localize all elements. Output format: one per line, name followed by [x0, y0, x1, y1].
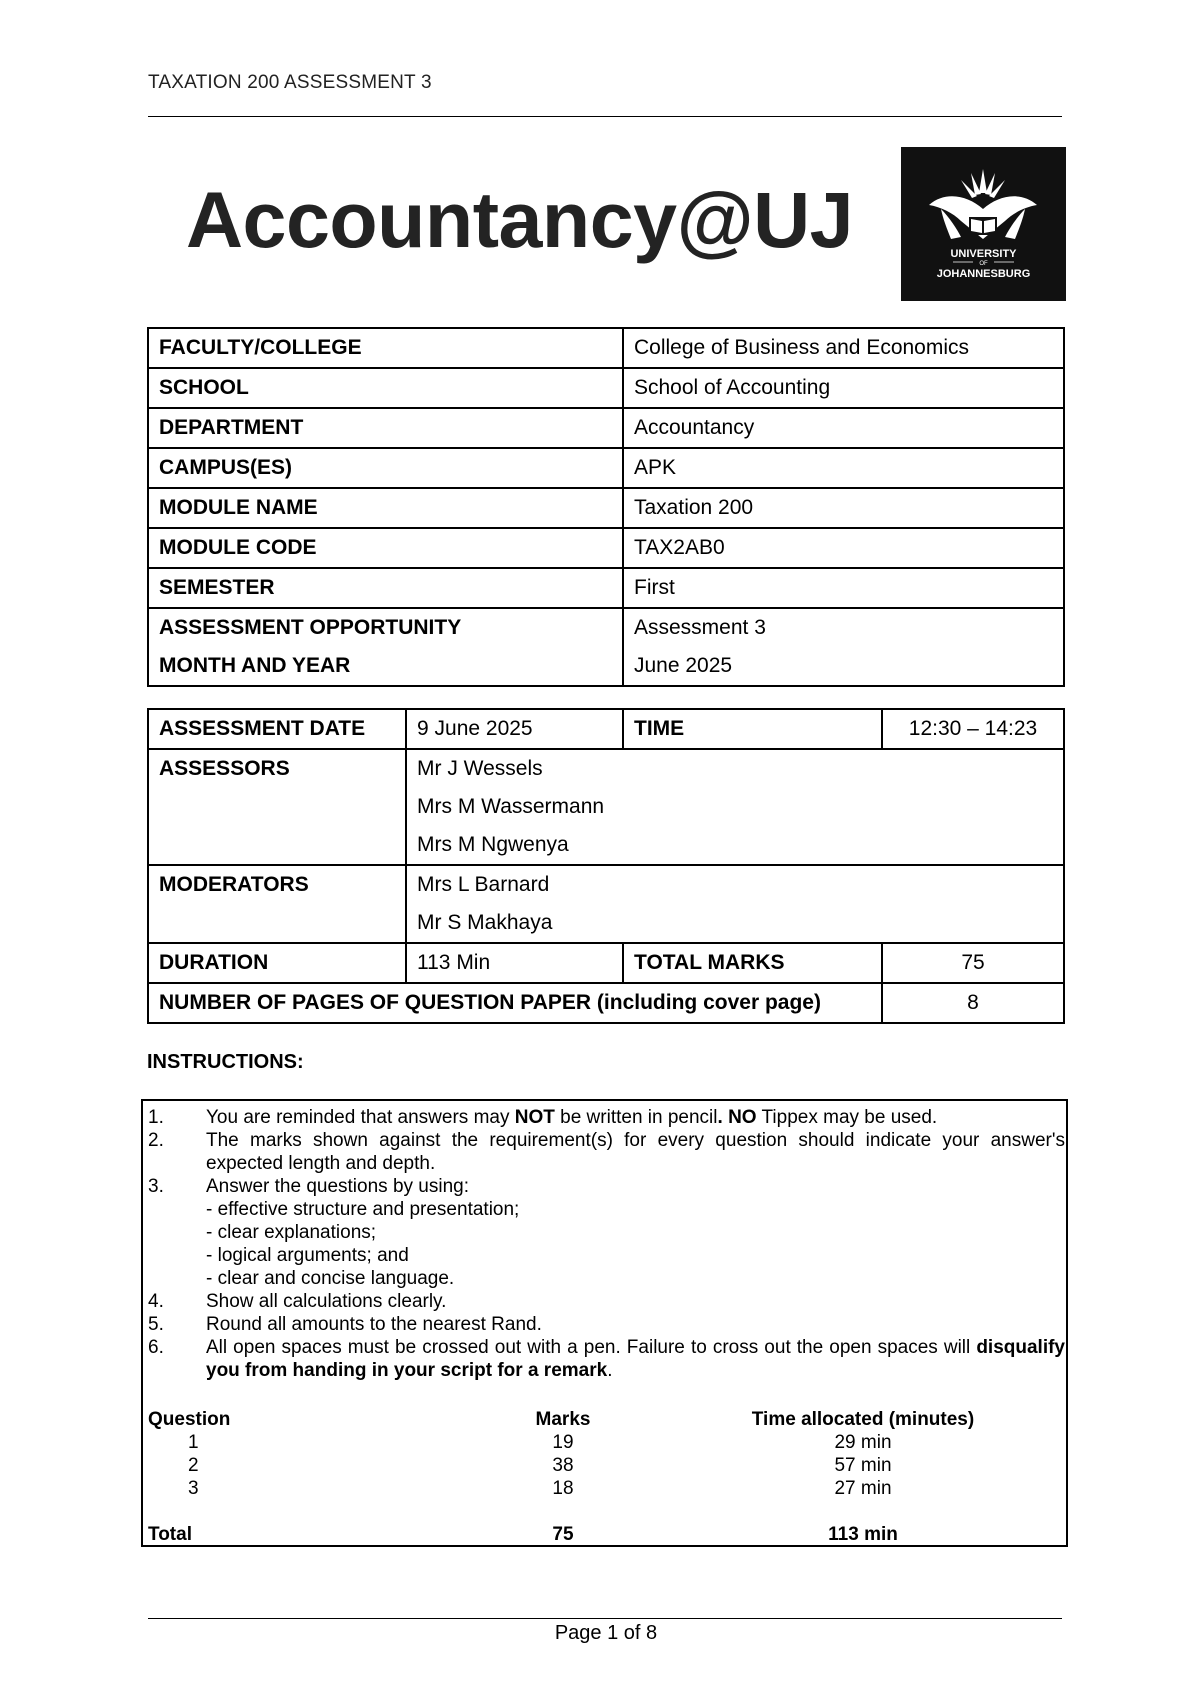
- question-time: 29 min: [834, 1432, 892, 1453]
- assessment-opportunity-label: ASSESSMENT OPPORTUNITY: [159, 616, 462, 639]
- question-number: 3: [188, 1478, 199, 1499]
- moderator-name: Mrs L Barnard: [417, 873, 550, 896]
- duration-value: 113 Min: [406, 943, 623, 983]
- question-number: 1: [188, 1432, 199, 1453]
- item-number: 6.: [148, 1337, 164, 1358]
- total-marks-value: 75: [882, 943, 1064, 983]
- month-year-value: June 2025: [634, 654, 733, 677]
- uj-logo-line3: JOHANNESBURG: [936, 268, 1031, 280]
- university-of-johannesburg-logo: [901, 147, 1066, 301]
- instruction-bold: NOT: [514, 1107, 555, 1128]
- faculty-label: FACULTY/COLLEGE: [148, 328, 623, 368]
- department-label: DEPARTMENT: [148, 408, 623, 448]
- sub-item: - clear and concise language.: [206, 1268, 455, 1289]
- instructions-title: INSTRUCTIONS:: [147, 1051, 304, 1073]
- table-row: [148, 488, 1064, 528]
- pages-label: NUMBER OF PAGES OF QUESTION PAPER (including cover page): [148, 983, 882, 1023]
- footer-rule: [148, 1618, 1062, 1619]
- table-row: [148, 1477, 1065, 1500]
- module-info-table: [147, 327, 1065, 687]
- table-row: [148, 749, 1064, 865]
- table-row: [148, 408, 1064, 448]
- table-row: [148, 1431, 1065, 1454]
- instructions-list: [148, 1106, 1065, 1382]
- assessor-name: Mrs M Wassermann: [417, 795, 605, 818]
- semester-value: First: [623, 568, 1064, 608]
- marks-table: [148, 1408, 1065, 1546]
- time-value: 12:30 – 14:23: [882, 709, 1064, 749]
- campus-value: APK: [623, 448, 1064, 488]
- total-time: 113 min: [828, 1524, 898, 1545]
- question-marks: 18: [552, 1478, 574, 1499]
- question-marks: 38: [552, 1455, 574, 1476]
- table-row: [148, 328, 1064, 368]
- total-marks: 75: [552, 1524, 574, 1545]
- instruction-bold: disqualify you from handing in your script for a remark: [206, 1337, 1065, 1381]
- instruction-text: be written in pencil: [554, 1107, 718, 1128]
- module-name-value: Taxation 200: [623, 488, 1064, 528]
- column-header: Question: [148, 1409, 231, 1430]
- instruction-text: Show all calculations clearly.: [206, 1291, 447, 1312]
- list-item: [148, 1336, 1065, 1382]
- question-time: 57 min: [834, 1455, 892, 1476]
- assessment-date-value: 9 June 2025: [406, 709, 623, 749]
- uj-logo-line1: UNIVERSITY: [950, 248, 1017, 260]
- instruction-text: Tippex may be used.: [756, 1107, 938, 1128]
- campus-label: CAMPUS(ES): [148, 448, 623, 488]
- instruction-text: All open spaces must be crossed out with a pen. Failure to cross out the open spaces will: [206, 1337, 977, 1358]
- moderators-label: MODERATORS: [148, 865, 406, 943]
- page-header: TAXATION 200 ASSESSMENT 3: [148, 72, 432, 93]
- item-number: 4.: [148, 1291, 164, 1312]
- month-year-label: MONTH AND YEAR: [159, 654, 351, 677]
- table-row: [148, 368, 1064, 408]
- table-row: [148, 1454, 1065, 1477]
- page-number: Page 1 of 8: [554, 1622, 658, 1644]
- instruction-bold: . NO: [717, 1107, 757, 1128]
- assessment-details-table: [147, 708, 1065, 1024]
- semester-label: SEMESTER: [148, 568, 623, 608]
- list-item: [148, 1129, 1065, 1175]
- table-row: [148, 709, 1064, 749]
- school-value: School of Accounting: [623, 368, 1064, 408]
- sub-item: - logical arguments; and: [206, 1245, 409, 1266]
- moderators-list: [406, 865, 1064, 943]
- duration-label: DURATION: [148, 943, 406, 983]
- question-marks: 19: [552, 1432, 574, 1453]
- instruction-text: .: [607, 1360, 613, 1381]
- item-number: 3.: [148, 1176, 164, 1197]
- instructions-box: [141, 1099, 1068, 1547]
- assessor-name: Mrs M Ngwenya: [417, 833, 569, 856]
- column-header: Time allocated (minutes): [751, 1409, 975, 1430]
- accountancy-uj-wordmark: Accountancy@UJ: [186, 175, 854, 264]
- item-number: 5.: [148, 1314, 164, 1335]
- table-row: [148, 943, 1064, 983]
- moderator-name: Mr S Makhaya: [417, 911, 553, 934]
- sub-item: - clear explanations;: [206, 1222, 377, 1243]
- department-value: Accountancy: [623, 408, 1064, 448]
- item-number: 2.: [148, 1130, 164, 1151]
- assessor-name: Mr J Wessels: [417, 757, 543, 780]
- list-item: [148, 1290, 1065, 1313]
- marks-total-row: [148, 1523, 1065, 1546]
- marks-table-header: [148, 1408, 1065, 1431]
- list-item: [148, 1106, 1065, 1129]
- list-item: [148, 1175, 1065, 1198]
- total-marks-label: TOTAL MARKS: [623, 943, 882, 983]
- assessment-opportunity-value: Assessment 3: [634, 616, 766, 639]
- table-row: [148, 528, 1064, 568]
- module-code-label: MODULE CODE: [148, 528, 623, 568]
- table-row: [148, 983, 1064, 1023]
- faculty-value: College of Business and Economics: [623, 328, 1064, 368]
- item-number: 1.: [148, 1107, 164, 1128]
- table-row: [148, 448, 1064, 488]
- question-time: 27 min: [834, 1478, 892, 1499]
- table-row: [148, 865, 1064, 943]
- instruction-text: You are reminded that answers may: [206, 1107, 515, 1128]
- assessment-date-label: ASSESSMENT DATE: [148, 709, 406, 749]
- column-header: Marks: [535, 1409, 591, 1430]
- sub-item: - effective structure and presentation;: [206, 1199, 520, 1220]
- table-row: [148, 568, 1064, 608]
- question-number: 2: [188, 1455, 199, 1476]
- instruction-text: Round all amounts to the nearest Rand.: [206, 1314, 542, 1335]
- table-row: [148, 608, 1064, 686]
- time-label: TIME: [623, 709, 882, 749]
- instruction-text: The marks shown against the requirement(s) for every question should indicate your answer's expected length and depth.: [206, 1130, 1065, 1174]
- total-label: Total: [148, 1524, 192, 1545]
- instruction-text: Answer the questions by using:: [206, 1176, 469, 1197]
- uj-logo-line2: OF: [979, 261, 988, 267]
- module-name-label: MODULE NAME: [148, 488, 623, 528]
- module-code-value: TAX2AB0: [623, 528, 1064, 568]
- assessors-list: [406, 749, 1064, 865]
- assessors-label: ASSESSORS: [148, 749, 406, 865]
- school-label: SCHOOL: [148, 368, 623, 408]
- header-rule: [148, 116, 1062, 117]
- list-item: [148, 1313, 1065, 1336]
- pages-value: 8: [882, 983, 1064, 1023]
